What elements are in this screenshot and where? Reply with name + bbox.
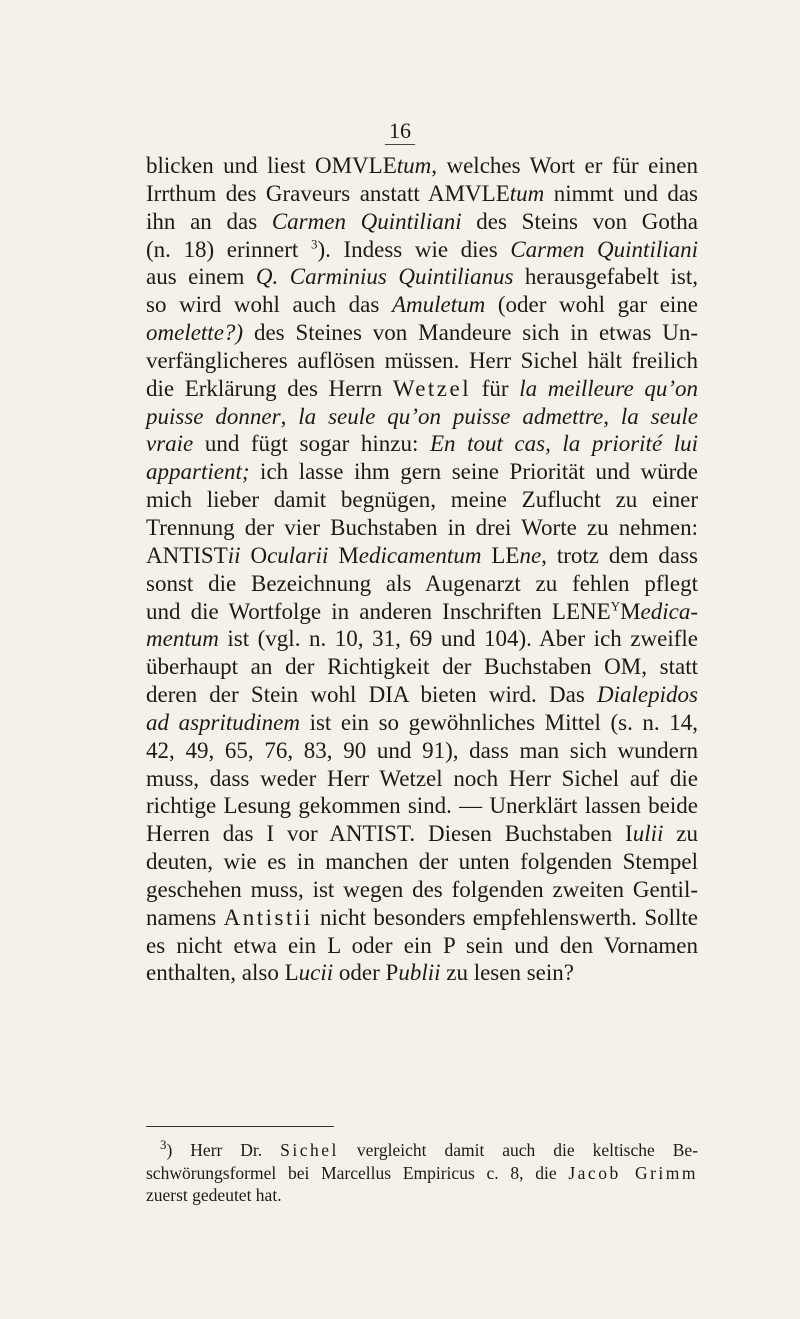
text-span: ,	[603, 403, 621, 429]
text-span: und fügt sogar hinzu:	[193, 431, 430, 457]
footnote-line	[146, 1139, 698, 1162]
text-span: ANTIST	[146, 542, 228, 568]
text-line	[146, 403, 698, 431]
text-line	[146, 486, 698, 514]
text-span: deren der Stein wohl DIA bieten wird. Das	[146, 682, 598, 708]
text-line	[146, 932, 698, 960]
text-span: ,	[280, 403, 299, 429]
text-span: Carmen Quintiliani	[271, 208, 462, 234]
text-span: es nicht etwa ein L oder ein P sein und den Vornamen	[146, 932, 698, 958]
text-span: zu lesen sein?	[440, 960, 574, 986]
text-span: ii	[227, 542, 241, 568]
text-span: edicamentum	[358, 542, 482, 568]
text-line	[146, 319, 698, 347]
text-span: überhaupt an der Richtigkeit der Buchstaben OM, statt	[146, 654, 698, 680]
text-span: namens	[146, 904, 224, 930]
text-span: muss, dass weder Herr Wetzel noch Herr Sichel auf die	[146, 765, 698, 791]
text-span: ) Herr Dr.	[166, 1140, 281, 1160]
text-span: des Steins von Gotha	[461, 208, 698, 234]
text-span: Q. Carminius Quintilianus	[255, 264, 514, 290]
text-line	[146, 375, 698, 403]
text-line	[146, 347, 698, 375]
page-number	[0, 118, 800, 144]
text-span: ucii	[298, 960, 334, 986]
text-line	[146, 430, 698, 458]
text-span: ist ein so gewöhnliches Mittel (s. n. 14,	[299, 709, 699, 735]
text-line	[146, 263, 698, 291]
text-span: Jacob Grimm	[568, 1162, 698, 1183]
text-span: En tout cas, la priorité lui	[429, 431, 698, 457]
text-span: aus einem	[146, 264, 256, 290]
text-line	[146, 458, 698, 486]
text-span: mentum	[146, 626, 219, 652]
text-line	[146, 152, 698, 180]
text-span: (n. 18) erinnert	[146, 236, 311, 262]
text-span: ihn an das	[146, 208, 272, 234]
text-span: tum	[396, 153, 432, 178]
text-span: Amuletum	[391, 292, 486, 318]
text-line	[146, 625, 698, 653]
text-span: deuten, wie es in manchen der unten folgenden Stempel	[146, 849, 698, 875]
footnote-divider	[146, 1126, 334, 1127]
text-span: nimmt und das	[544, 180, 698, 206]
text-span: ad aspritudinem	[146, 709, 300, 735]
text-span: ist (vgl. n. 10, 31, 69 und 104). Aber ich zweifle	[218, 626, 698, 652]
text-span: cularii	[267, 542, 329, 568]
text-span: blicken und liest OMVLE	[146, 153, 397, 178]
text-span: des Steines von Mandeure sich in etwas Un-	[243, 320, 698, 346]
text-span: und die Wortfolge in anderen Inschriften LENE	[146, 598, 611, 624]
text-span: mich lieber damit begnügen, meine Zuflucht zu einer	[146, 487, 698, 513]
body-text	[146, 152, 698, 987]
text-line	[146, 208, 698, 236]
text-span: für	[471, 375, 520, 401]
page-number-value: 16	[385, 118, 415, 145]
text-line	[146, 291, 698, 319]
text-span: Wetzel	[392, 375, 472, 401]
text-span: M	[620, 598, 641, 624]
text-span: appartient;	[146, 459, 250, 485]
text-span: M	[328, 542, 359, 568]
text-line	[146, 653, 698, 681]
text-span: O	[240, 542, 268, 568]
text-span: zu	[663, 821, 698, 847]
text-span: LE	[481, 542, 520, 568]
text-line	[146, 792, 698, 820]
text-span: ). Indess wie dies	[317, 236, 511, 262]
text-span: Sichel	[280, 1140, 339, 1160]
text-span: herausgefabelt ist,	[513, 264, 698, 290]
footnote-line	[146, 1162, 698, 1185]
text-span: tum	[509, 180, 545, 206]
text-span: ulii	[632, 821, 664, 847]
text-span: nicht besonders empfehlenswerth. Sollte	[312, 904, 698, 930]
text-line	[146, 514, 698, 542]
footnote-line	[146, 1184, 698, 1207]
text-span: richtige Lesung gekommen sind. — Unerklärt lassen beide	[146, 793, 698, 819]
text-span: Trennung der vier Buchstaben in drei Worte zu nehmen:	[146, 514, 698, 540]
text-span: la seule	[620, 403, 699, 429]
text-span: sonst die Bezeichnung als Augenarzt zu fehlen pflegt	[146, 570, 698, 596]
text-line	[146, 904, 698, 932]
text-span: Herren das I vor ANTIST. Diesen Buchstaben I	[146, 821, 633, 847]
text-line	[146, 570, 698, 598]
text-line	[146, 848, 698, 876]
text-span: edica-	[640, 598, 698, 624]
text-span: ublii	[398, 960, 441, 986]
text-line	[146, 765, 698, 793]
text-span: Antistii	[223, 904, 313, 930]
text-span: Y	[610, 597, 621, 613]
text-span: Carmen Quintiliani	[510, 236, 699, 262]
text-span: schwörungsformel bei Marcellus Empiricus c. 8, die	[146, 1162, 569, 1183]
text-span: zuerst gedeutet hat.	[146, 1185, 282, 1205]
text-span: (oder wohl gar eine	[485, 292, 699, 318]
text-span: geschehen muss, ist wegen des folgenden zweiten Gentil-	[146, 876, 698, 902]
text-line	[146, 709, 698, 737]
text-line	[146, 681, 698, 709]
text-span: vraie	[146, 431, 194, 457]
text-span: 42, 49, 65, 76, 83, 90 und 91), dass man sich wundern	[146, 737, 698, 763]
text-span: , welches Wort er für einen	[431, 153, 698, 178]
text-span: enthalten, also L	[146, 960, 299, 986]
text-line	[146, 236, 698, 264]
text-line	[146, 820, 698, 848]
footnote	[146, 1139, 698, 1207]
text-line	[146, 598, 698, 626]
text-span: ne	[519, 542, 542, 568]
text-span: la meilleure qu’on	[519, 375, 698, 401]
text-span: vergleicht damit auch die keltische Be-	[338, 1140, 699, 1160]
text-span: die Erklärung des Herrn	[146, 375, 393, 401]
footnote-marker: 3	[160, 1137, 167, 1153]
text-line	[146, 737, 698, 765]
text-span: la seule qu’on puisse admettre	[298, 403, 604, 429]
text-span: puisse donner	[146, 403, 281, 429]
text-span: , trotz dem dass	[541, 542, 698, 568]
text-span: so wird wohl auch das	[146, 292, 392, 318]
footnote-ref: 3	[310, 235, 318, 251]
text-line	[146, 876, 698, 904]
text-span: omelette?)	[146, 320, 244, 346]
text-line	[146, 542, 698, 570]
text-span: Dialepidos	[597, 682, 698, 708]
text-span: Irrthum des Graveurs anstatt AMVLE	[146, 180, 510, 206]
text-span: oder P	[333, 960, 399, 986]
text-span: ich lasse ihm gern seine Priorität und würde	[249, 459, 698, 485]
text-line	[146, 959, 698, 987]
text-span: verfänglicheres auflösen müssen. Herr Sichel hält freilich	[146, 347, 698, 373]
text-line	[146, 180, 698, 208]
